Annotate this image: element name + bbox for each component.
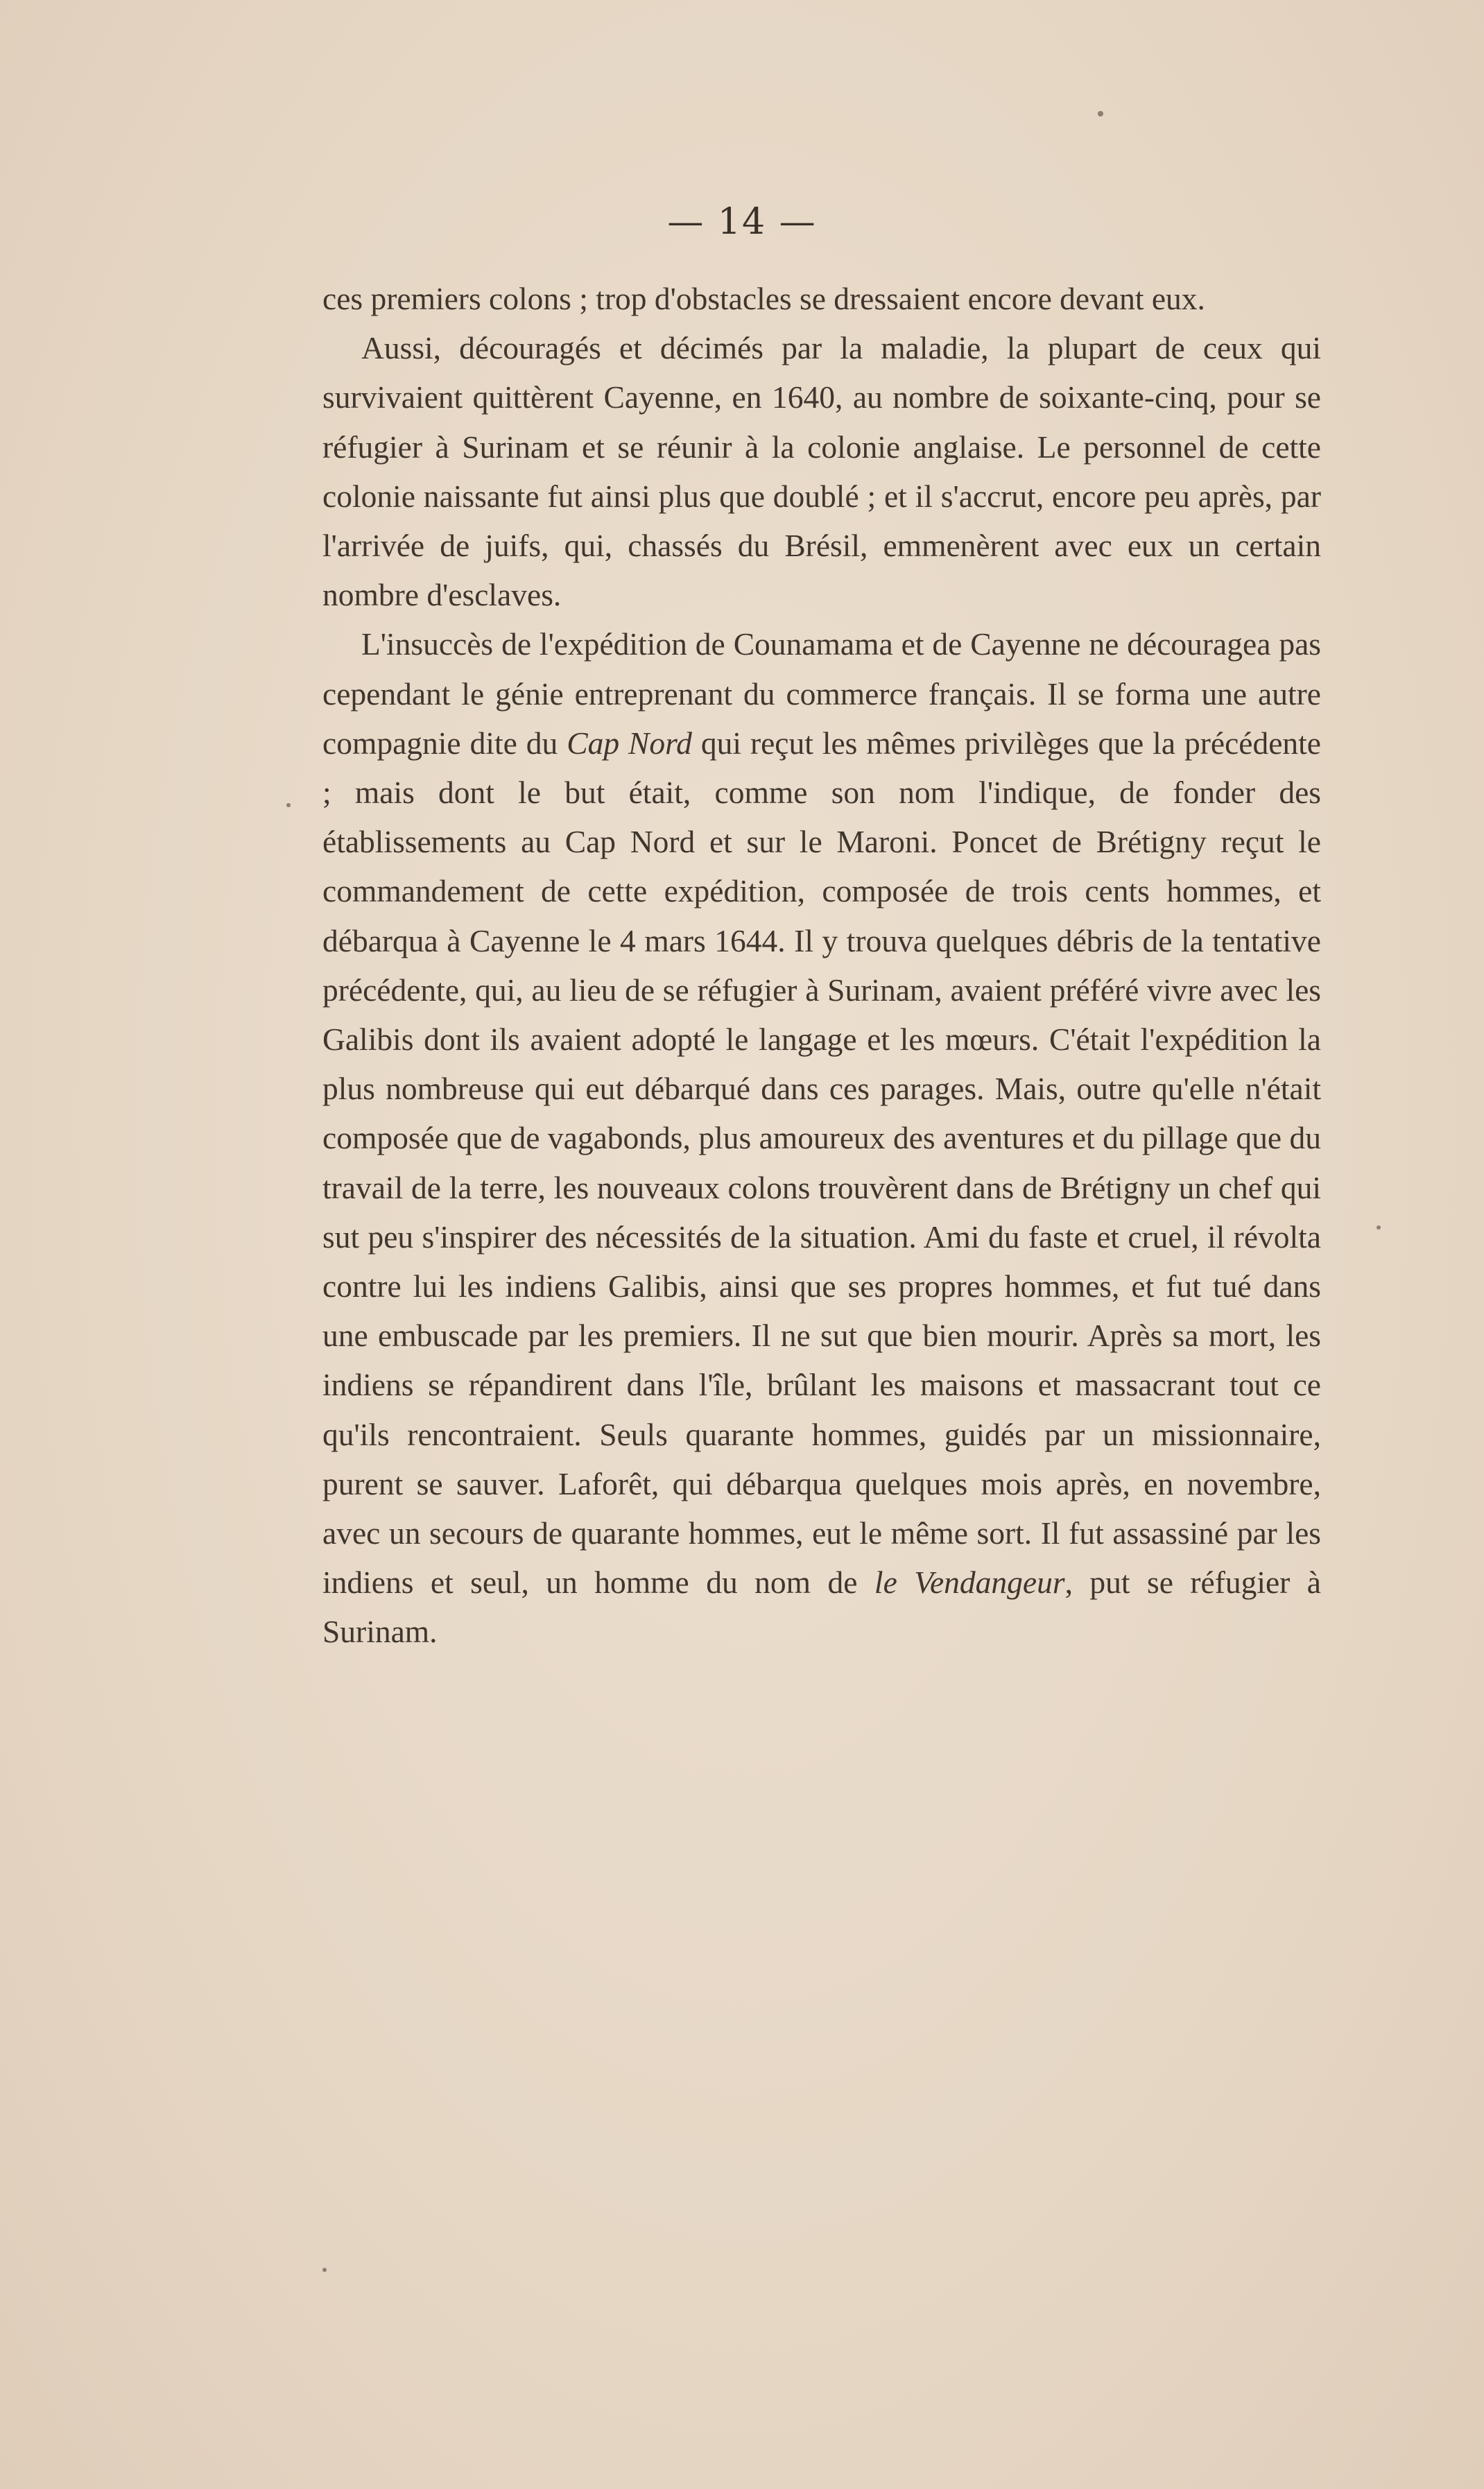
paragraph-continuation: ces premiers colons ; trop d'obstacles se dressaient encore devant eux. xyxy=(322,281,1205,316)
italic-person-name: le Vendangeur xyxy=(874,1565,1065,1601)
page-number: — 14 — xyxy=(667,201,817,243)
paper-speck xyxy=(1377,1225,1381,1230)
italic-company-name: Cap Nord xyxy=(567,725,692,761)
paragraph-text-part-3: , put se réfugier à Surinam. xyxy=(322,1565,1321,1650)
paragraph-cap-nord-expedition xyxy=(322,619,1321,1656)
paper-speck xyxy=(286,803,291,807)
paragraph-text-part-2: qui reçut les mêmes privilèges que la précédente ; mais dont le but était, comme son nom l'indique, de fonder des établissements au Cap Nord et sur le Maroni. Poncet de Brétigny reçut le commandement de cette expédition, composée de trois cents hommes, et débarqua à Cayenne le 4 mars 1644. Il y trouva quelques débris de la tentative précédente, qui, au lieu de se réfugier à Surinam, avaient préféré vivre avec les Galibis dont ils avaient adopté le langage et les mœurs. C'était l'expédition la plus nombreuse qui eut débarqué dans ces parages. Mais, outre qu'elle n'était composée que de vagabonds, plus amoureux des aventures et du pillage que du travail de la terre, les nouveaux colons trouvèrent dans de Brétigny un chef qui sut peu s'inspirer des nécessités de la situation. Ami du faste et cruel, il révolta contre lui les indiens Galibis, ainsi que ses propres hommes, et fut tué dans une embuscade par les premiers. Il ne sut que bien mourir. Après sa mort, les indiens se répandirent dans l'île, brûlant les maisons et massacrant tout ce qu'ils rencontraient. Seuls quarante hommes, guidés par un missionnaire, purent se sauver. Laforêt, qui débarqua quelques mois après, en novembre, avec un secours de quarante hommes, eut le même sort. Il fut assassiné par les indiens et seul, un homme du nom de xyxy=(322,725,1321,1601)
paragraph-departure-surinam: Aussi, découragés et décimés par la maladie, la plupart de ceux qui survivaient quittèrent Cayenne, en 1640, au nombre de soixante-cinq, pour se réfugier à Surinam et se réunir à la colonie anglaise. Le personnel de cette colonie naissante fut ainsi plus que doublé ; et il s'accrut, encore peu après, par l'arrivée de juifs, qui, chassés du Brésil, emmenèrent avec eux un certain nombre d'esclaves. xyxy=(322,330,1321,613)
paper-speck xyxy=(322,2268,327,2272)
body-text xyxy=(322,274,1321,1657)
paper-speck xyxy=(1098,111,1103,117)
paragraph-text-part-1: L'insuccès de l'expédition de Counamama et de Cayenne ne découragea pas cependant le génie entreprenant du commerce français. Il se forma une autre compagnie dite du xyxy=(322,626,1321,761)
